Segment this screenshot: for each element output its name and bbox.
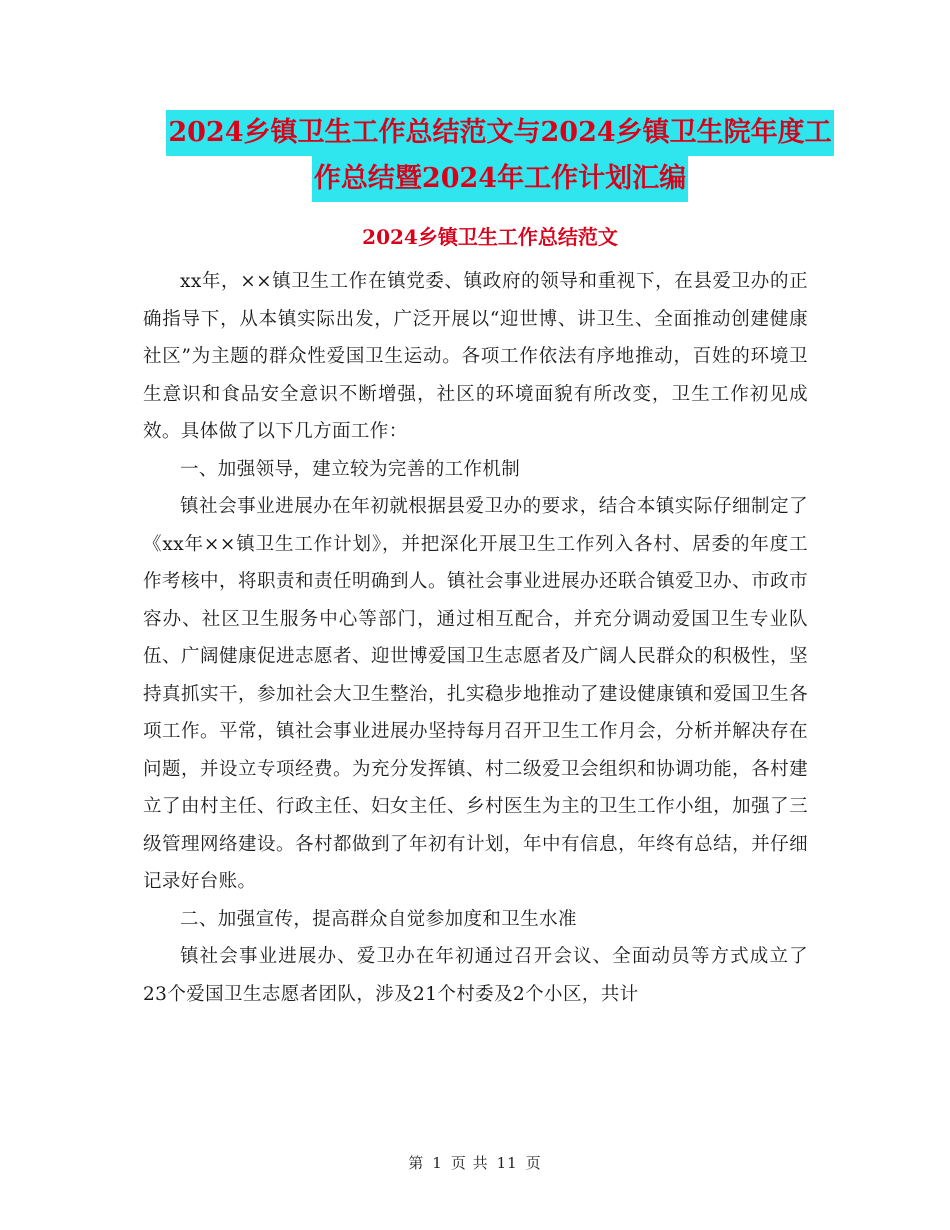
title-line-2: 作总结暨2024年工作计划汇编 (312, 156, 688, 202)
section-title: 2024乡镇卫生工作总结范文 (362, 225, 618, 249)
footer-suffix: 页 (525, 1154, 542, 1172)
footer-prefix: 第 (408, 1154, 425, 1172)
document-title (140, 110, 860, 202)
title-line-1: 2024乡镇卫生工作总结范文与2024乡镇卫生院年度工 (166, 110, 833, 156)
page-footer (0, 1152, 950, 1173)
heading-strengthen-publicity: 二、加强宣传，提高群众自觉参加度和卫生水准 (180, 908, 577, 930)
footer-page-number: 1 (432, 1154, 443, 1172)
paragraph-leadership: 镇社会事业进展办在年初就根据县爱卫办的要求，结合本镇实际仔细制定了《xx年××镇卫生工作计划》，并把深化开展卫生工作列入各村、居委的年度工作考核中，将职责和责任明确到人。镇社会事业进展办还联合镇爱卫办、市政市容办、社区卫生服务中心等部门，通过相互配合，并充分调动爱国卫生专业队伍、广阔健康促进志愿者、迎世博爱国卫生志愿者及广阔人民群众的积极性，坚持真抓实干，参加社会大卫生整治，扎实稳步地推动了建设健康镇和爱国卫生各项工作。平常，镇社会事业进展办坚持每月召开卫生工作月会，分析并解决存在问题，并设立专项经费。为充分发挥镇、村二级爱卫会组织和协调功能，各村建立了由村主任、行政主任、妇女主任、乡村医生为主的卫生工作小组，加强了三级管理网络建设。各村都做到了年初有计划，年中有信息，年终有总结，并仔细记录好台账。 (143, 496, 808, 892)
heading-strengthen-leadership: 一、加强领导，建立较为完善的工作机制 (180, 458, 521, 480)
footer-total-pages: 11 (496, 1154, 518, 1172)
paragraph-publicity: 镇社会事业进展办、爱卫办在年初通过召开会议、全面动员等方式成立了23个爱国卫生志愿者团队，涉及21个村委及2个小区，共计 (143, 946, 808, 1005)
paragraph-intro: xx年，××镇卫生工作在镇党委、镇政府的领导和重视下，在县爱卫办的正确指导下，从本镇实际出发，广泛开展以“迎世博、讲卫生、全面推动创建健康社区”为主题的群众性爱国卫生运动。各项工作依法有序地推动，百姓的环境卫生意识和食品安全意识不断增强，社区的环境面貌有所改变，卫生工作初见成效。具体做了以下几方面工作： (143, 271, 808, 442)
footer-mid: 页 共 (450, 1154, 489, 1172)
document-body (143, 263, 808, 1013)
